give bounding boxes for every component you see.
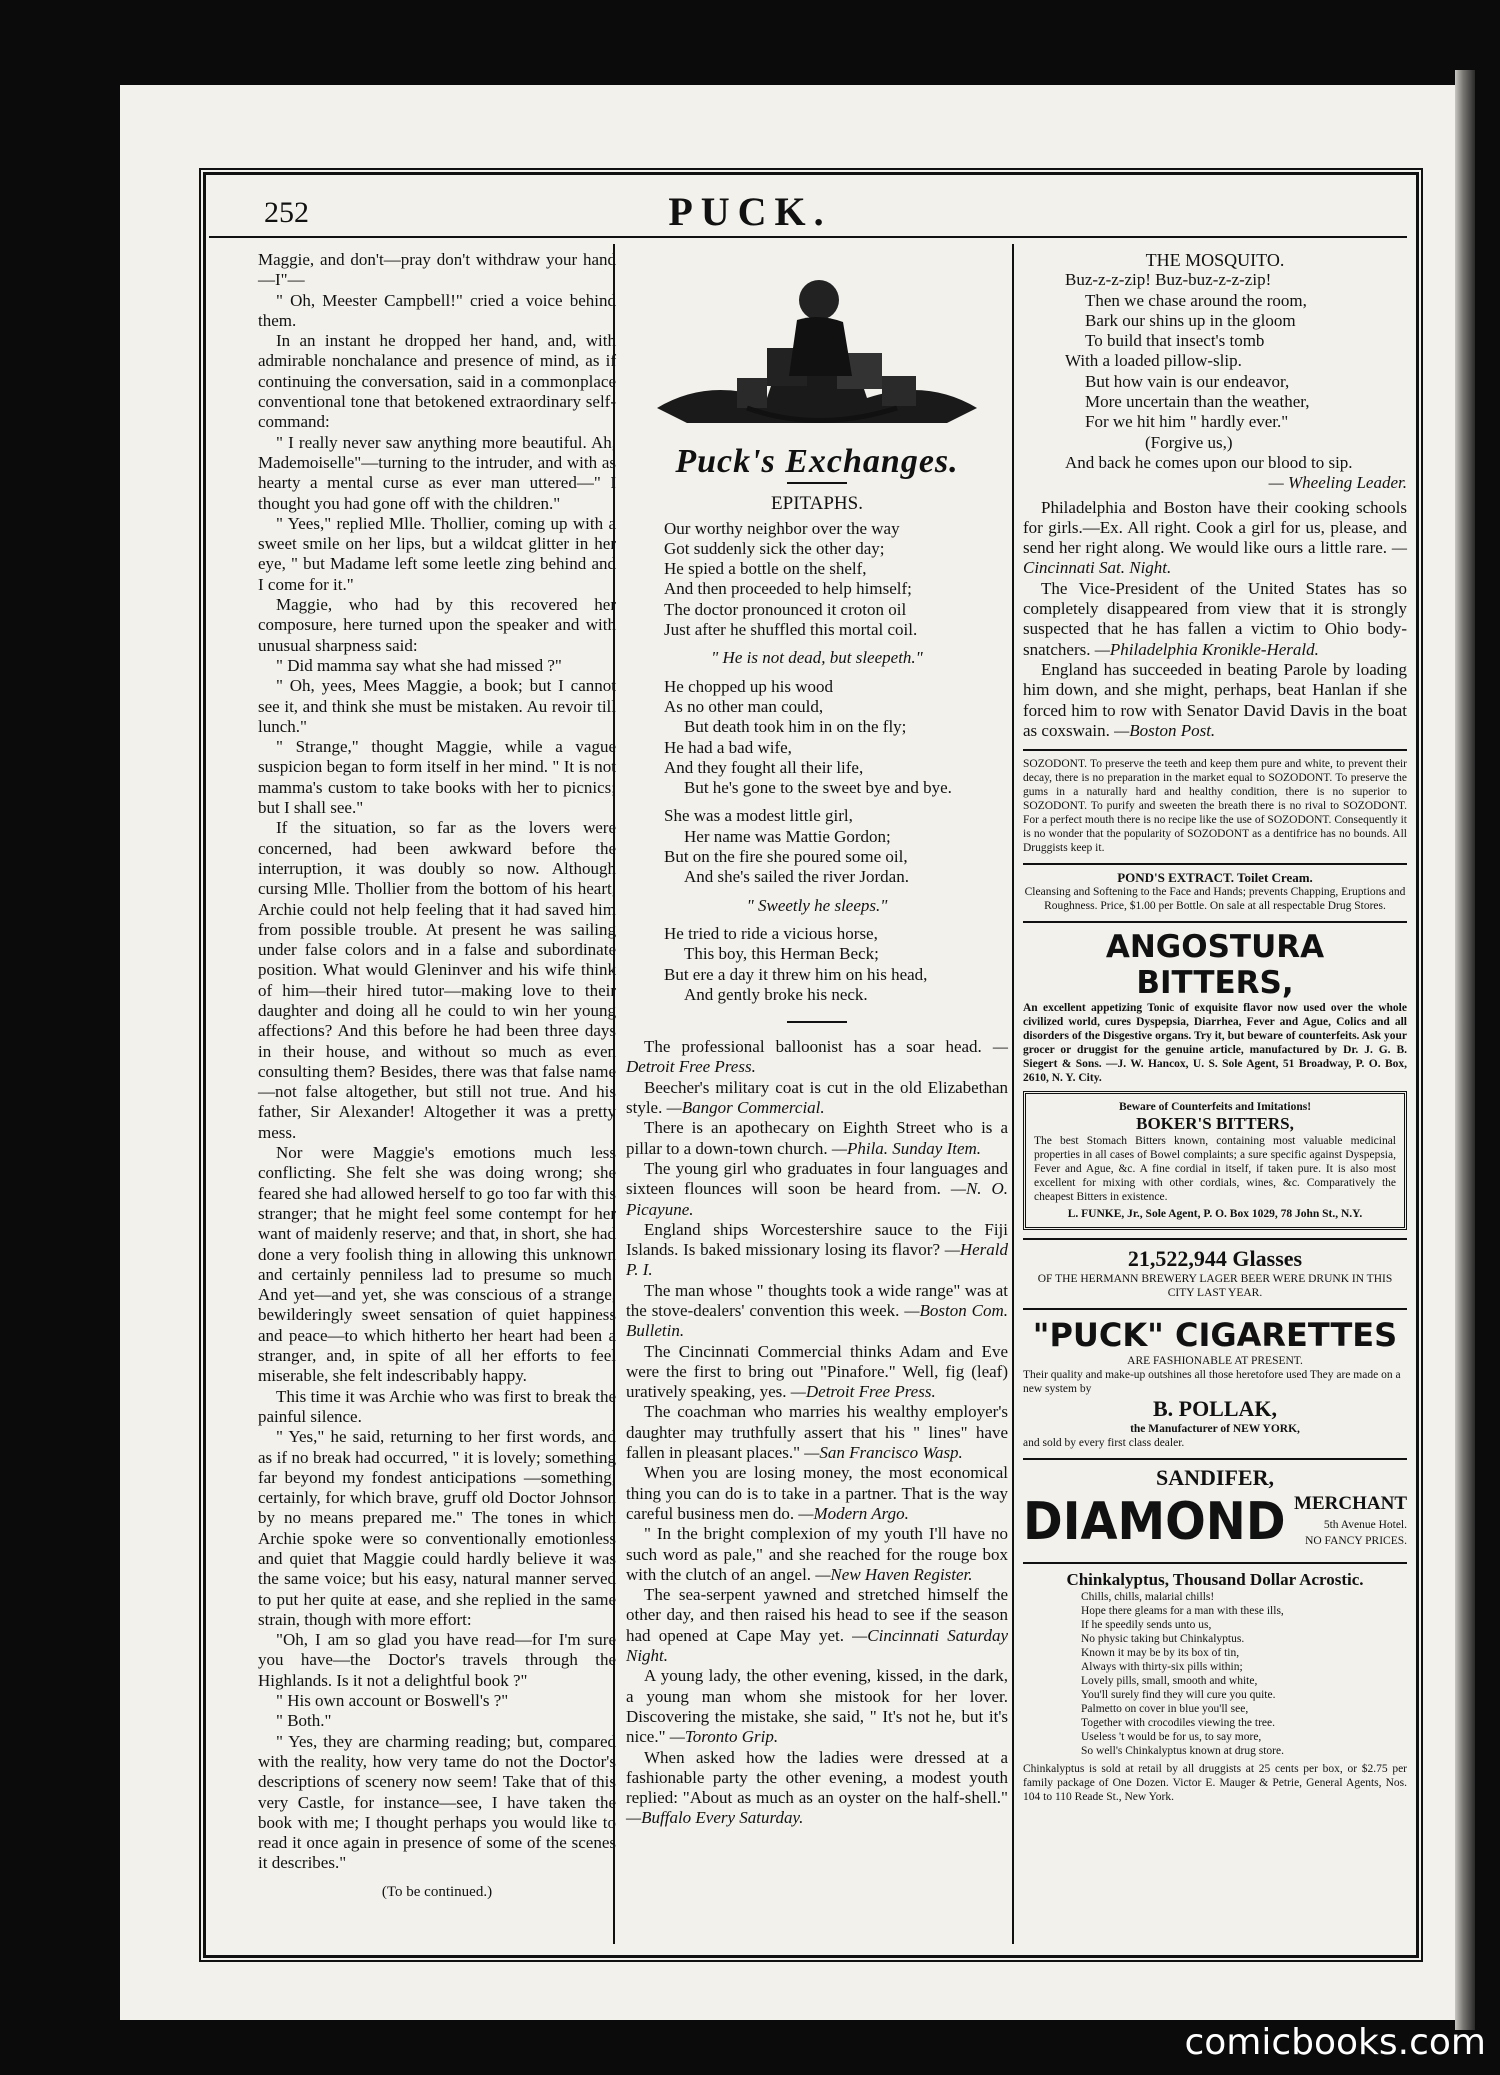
item-text: The sea-serpent yawned and stretched himself the other day, and then raised his head to see if the season had opened at Cape May yet. xyxy=(626,1585,1008,1645)
page-edge xyxy=(1455,70,1475,2030)
mosquito-title: THE MOSQUITO. xyxy=(1145,250,1285,270)
poem-line: But on the fire she poured some oil, xyxy=(664,847,908,867)
acrostic-poem xyxy=(1081,1590,1407,1758)
item-source: —N. O. Picayune. xyxy=(626,1179,1008,1219)
ad-text: OF THE HERMANN BREWERY LAGER BEER WERE DRUNK IN THIS CITY LAST YEAR. xyxy=(1037,1273,1393,1300)
story-paragraph: " Strange," thought Maggie, while a vague suspicion began to form itself in her mind. " It is not mamma's custom to take books with her to picnics; but I shall see." xyxy=(258,737,616,818)
ad-text: An excellent appetizing Tonic of exquisite flavor now used over the whole civilized world, cures Dyspepsia, Diarrhea, Fever and Ague, Colics and all disorders of the Disgestive organs. Try it, but beware of counterfeits. Ask your grocer or druggist for the genuine article, manufactured by Dr. J. G. B. Siegert & Sons. —J. W. Hancox, U. S. Sole Agent, 51 Broadway, P. O. Box, 2610, N. Y. City. xyxy=(1023,1002,1407,1085)
diamond-word: DIAMOND xyxy=(1023,1492,1286,1553)
exchanges-vignette-illustration xyxy=(647,258,987,448)
item-text: A young lady, the other evening, kissed, in the dark, a young man whom she mistook for her lover. Discovering the mistake, she said, " It's not he, but it's nice." xyxy=(626,1666,1008,1747)
hotel-address: 5th Avenue Hotel. xyxy=(1323,1519,1407,1532)
item-source: —New Haven Register. xyxy=(815,1564,973,1584)
poem-line: And they fought all their life, xyxy=(664,757,864,777)
mosquito-poem xyxy=(1065,270,1407,473)
poem-line: Bark our shins up in the gloom xyxy=(1085,310,1296,330)
story-paragraph: " Yees," replied Mlle. Thollier, coming up with a sweet smile on her lips, but a wildcat glitter in her eye, " but Madame left some leetle zing behind and I come for it." xyxy=(258,513,616,594)
poem-line: And back he comes upon our blood to sip. xyxy=(1065,452,1353,472)
item-text: There is an apothecary on Eighth Street who is a pillar to a down-town church. xyxy=(626,1118,1008,1158)
poem-line: So well's Chinkalyptus known at drug store. xyxy=(1081,1745,1284,1758)
story-paragraph: " Oh, yees, Mees Maggie, a book; but I cannot see it, and think she must be mistaken. Au revoir till lunch." xyxy=(258,676,616,736)
poem-line: He spied a bottle on the shelf, xyxy=(664,559,867,579)
item-source: —Buffalo Every Saturday. xyxy=(626,1808,804,1828)
poem-line: And she's sailed the river Jordan. xyxy=(684,867,909,887)
poem-line: Palmetto on cover in blue you'll see, xyxy=(1081,1703,1249,1716)
ad-text: The best Stomach Bitters known, containing most valuable medicinal properties in all cases of Bowel complaints; a sure specific against Dyspepsia, Fever and Ague, &c. A fine cordial in itself, if taken pure. It is also most excellent for mixing with other cordials, wines, &c. Comparatively the cheapest Bitters in existence. xyxy=(1034,1135,1396,1204)
poem-line: More uncertain than the weather, xyxy=(1085,392,1310,412)
item-source: —Phila. Sunday Item. xyxy=(831,1138,982,1158)
poem-line: But how vain is our endeavor, xyxy=(1085,371,1290,391)
poem-line: Lovely pills, small, smooth and white, xyxy=(1081,1675,1258,1688)
exchange-item xyxy=(626,1524,1008,1585)
sozodont-ad xyxy=(1023,749,1407,855)
ad-title: "PUCK" CIGARETTES xyxy=(1032,1316,1398,1355)
story-paragraph: Maggie, and don't—pray don't withdraw your hand—I"— xyxy=(258,250,616,290)
exchange-item xyxy=(626,1666,1008,1747)
ad-text: Their quality and make-up outshines all those heretofore used They are made on a new system by xyxy=(1023,1369,1401,1396)
exchanges-column xyxy=(626,250,1008,1829)
item-source: —Boston Post. xyxy=(1114,720,1216,740)
ad-text: and sold by every first class dealer. xyxy=(1023,1437,1185,1450)
item-text: England has succeeded in beating Parole by loading him down, and she might, perhaps, beat Hanlan if she forced him to row with Senator David Davis in the boat as coxswain. xyxy=(1023,659,1407,740)
page-number: 252 xyxy=(264,196,309,229)
item-text: The young girl who graduates in four languages and sixteen flounces will soon be heard from. xyxy=(626,1158,1008,1199)
item-text: The Vice-President of the United States has so completely disappeared from view that it is strongly suspected that he has fallen a victim to Ohio body-snatchers. xyxy=(1023,578,1407,659)
story-paragraph: " His own account or Boswell's ?" xyxy=(276,1691,509,1711)
epitaph-motto: " Sweetly he sleeps." xyxy=(746,895,888,915)
poem-line: The doctor pronounced it croton oil xyxy=(664,599,907,619)
chinkalyptus-ad xyxy=(1023,1562,1407,1804)
poem-line: You'll surely find they will cure you quite. xyxy=(1081,1689,1276,1702)
exchanges-title: Puck's Exchanges. xyxy=(675,443,959,480)
story-paragraph: "Oh, I am so glad you have read—for I'm sure you have—the Doctor's travels through the Highlands. Is it not a delightful book ?" xyxy=(258,1630,616,1690)
no-fancy-prices: NO FANCY PRICES. xyxy=(1305,1535,1407,1548)
ad-warning: Beware of Counterfeits and Imitations! xyxy=(1118,1101,1312,1114)
ad-title: Chinkalyptus, Thousand Dollar Acrostic. xyxy=(1066,1570,1364,1590)
exchange-item xyxy=(626,1159,1008,1220)
ad-title: SANDIFER, xyxy=(1156,1465,1274,1491)
poem-line: This boy, this Herman Beck; xyxy=(684,944,879,964)
puck-cigarettes-ad xyxy=(1023,1308,1407,1450)
ad-agent: L. FUNKE, Jr., Sole Agent, P. O. Box 1029, 78 John St., N.Y. xyxy=(1067,1208,1363,1221)
poem-line: But death took him in on the fly; xyxy=(684,717,907,737)
poem-line: She was a modest little girl, xyxy=(664,806,853,826)
item-source: —Cincinnati Saturday Night. xyxy=(626,1625,1009,1666)
ad-title: ANGOSTURA BITTERS, xyxy=(1105,929,1325,1002)
angostura-ad xyxy=(1023,921,1407,1085)
bokers-ad xyxy=(1023,1091,1407,1230)
poem-line: Then we chase around the room, xyxy=(1085,290,1307,310)
epitaph-poem xyxy=(664,519,1008,641)
poem-line: Chills, chills, malarial chills! xyxy=(1081,1591,1215,1604)
item-source: —San Francisco Wasp. xyxy=(804,1443,963,1463)
exchange-item xyxy=(626,1078,1008,1119)
exchange-item xyxy=(626,1118,1008,1159)
poem-line: No physic taking but Chinkalyptus. xyxy=(1081,1633,1245,1646)
poem-line: But ere a day it threw him on his head, xyxy=(664,964,928,984)
item-source: —Bangor Commercial. xyxy=(666,1098,825,1118)
poem-line: Just after he shuffled this mortal coil. xyxy=(664,620,918,640)
exchange-item xyxy=(1023,660,1407,741)
item-source: —Modern Argo. xyxy=(798,1503,909,1523)
item-text: England ships Worcestershire sauce to the Fiji Islands. Is baked missionary losing its flavor? xyxy=(626,1219,1008,1260)
ad-footer: Chinkalyptus is sold at retail by all druggists at 25 cents per box, or $2.75 per family package of One Dozen. Victor E. Mauger & Petrie, General Agents, Nos. 104 to 110 Reade St., New York. xyxy=(1023,1763,1407,1804)
watermark-logo: comicbooks.com xyxy=(1184,2022,1486,2063)
poem-line: Useless 't would be for us, to say more, xyxy=(1081,1731,1262,1744)
header-rule xyxy=(209,236,1407,238)
ad-text: SOZODONT. To preserve the teeth and keep them pure and white, to prevent their decay, there is no preparation in the market equal to SOZODONT. To preserve the gums in a naturally hard and healthy condition, there is no superior to SOZODONT. To purify and sweeten the breath there is no rival to SOZODONT. For a perfect mouth there is no recipe like the use of SOZODONT. Consequently it is no wonder that the popularity of SOZODONT as a dentifrice has no bounds. All Druggists keep it. xyxy=(1023,758,1407,855)
story-paragraph: Maggie, who had by this recovered her composure, here turned upon the speaker and with unusual sharpness said: xyxy=(258,595,616,655)
mosquito-source: — Wheeling Leader. xyxy=(1268,473,1407,493)
item-source: —Boston Com. Bulletin. xyxy=(626,1300,1009,1341)
epitaph-motto: " He is not dead, but sleepeth." xyxy=(711,648,923,668)
exchange-item xyxy=(1023,579,1407,660)
ad-subtitle: ARE FASHIONABLE AT PRESENT. xyxy=(1127,1355,1303,1368)
ads-column xyxy=(1023,250,1407,1804)
story-paragraph: Nor were Maggie's emotions much less conflicting. She felt she was doing wrong; she feared she had allowed herself to go too far with this stranger; that he might feel some contempt for her want of maidenly reserve; and that, in short, she had done a very foolish thing in allowing this unknown and certainly penniless lad to presume so much. And yet—and yet, she was conscious of a strange, bewilderingly sweet sensation of quiet happiness and peace—to which hitherto her heart had been a stranger, and, in spite of all her efforts to feel miserable, she felt indescribably happy. xyxy=(258,1143,616,1386)
ad-title: POND'S EXTRACT. Toilet Cream. xyxy=(1117,870,1313,886)
item-source: —Cincinnati Sat. Night. xyxy=(1023,538,1408,578)
ad-text: Cleansing and Softening to the Face and Hands; prevents Chapping, Eruptions and Roughness. Price, $1.00 per Bottle. On sale at all respectable Drug Stores. xyxy=(1024,886,1406,913)
poem-line: Got suddenly sick the other day; xyxy=(664,538,885,558)
item-source: —Herald P. I. xyxy=(626,1240,1009,1280)
item-text: The Cincinnati Commercial thinks Adam and Eve were the first to bring out "Pinafore." Well, fig (leaf) uratively speaking, yes. xyxy=(626,1341,1008,1402)
poem-line: (Forgive us,) xyxy=(1145,432,1233,452)
ponds-ad xyxy=(1023,863,1407,913)
story-paragraph: " Both." xyxy=(276,1711,332,1731)
serial-story-column xyxy=(258,250,616,1902)
poem-line: Together with crocodiles viewing the tree. xyxy=(1081,1717,1275,1730)
poem-line: Hope there gleams for a man with these ills, xyxy=(1081,1605,1284,1618)
poem-line: With a loaded pillow-slip. xyxy=(1065,351,1242,371)
item-source: —Detroit Free Press. xyxy=(790,1382,936,1402)
story-paragraph: " Did mamma say what she had missed ?" xyxy=(276,655,562,675)
story-paragraph: " I really never saw anything more beautiful. Ah, Mademoiselle"—turning to the intruder, and with as hearty a mental curse as ever man uttered—" I thought you had gone off with the children." xyxy=(258,432,616,513)
item-source: —Toronto Grip. xyxy=(669,1727,779,1747)
poem-line: Buz-z-z-zip! Buz-buz-z-z-zip! xyxy=(1065,270,1272,290)
story-paragraph: " Yes, they are charming reading; but, compared with the reality, how very tame do not the Doctor's descriptions of scenery now seem! Take that of this very Castle, for instance—see, I have taken the book with me; I thought perhaps you would like to read it once again in presence of some of the scenes it describes." xyxy=(258,1731,616,1873)
hermann-brewery-ad xyxy=(1023,1238,1407,1300)
to-be-continued: (To be continued.) xyxy=(381,1883,493,1900)
item-text: The coachman who marries his wealthy employer's daughter may truthfully assert that his " lines" have fallen in pleasant places." xyxy=(626,1402,1008,1463)
story-paragraph: In an instant he dropped her hand, and, with admirable nonchalance and presence of mind, as if continuing the conversation, said in a commonplace conventional tone that betokened extraordinary self-command: xyxy=(258,331,616,432)
poem-line: As no other man could, xyxy=(664,696,824,716)
poem-line: He had a bad wife, xyxy=(664,737,792,757)
poem-line: But he's gone to the sweet bye and bye. xyxy=(684,778,952,798)
masthead: PUCK. xyxy=(668,189,832,234)
exchange-item xyxy=(626,1585,1008,1666)
story-paragraph: If the situation, so far as the lovers were concerned, had been awkward before the interruption, it was doubly so now. Although cursing Mlle. Thollier from the bottom of his heart, Archie could not help feeling that it had saved him from possible trouble. At present he was sailing under false colors and in a false and subordinate position. What would Gleninver and his wife think of him—their hired tutor—making love to their daughter and doing all he could to win her young affections? And this before he had been three days in their house, and without so much as even consulting them? Besides, there was that false name—not false altogether, but still not true. And his father, Sir Alexander! Altogether it was a pretty mess. xyxy=(258,818,616,1142)
item-text: When asked how the ladies were dressed at a fashionable party the other evening, a modest youth replied: "About as much as an oyster on the half-shell." xyxy=(626,1747,1008,1808)
exchange-item xyxy=(626,1281,1008,1342)
column-rule xyxy=(1012,244,1014,1944)
story-paragraph: " Yes," he said, returning to her first words, and as if no break had occurred, " it is lovely; something far beyond my fondest anticipations —something, certainly, for which brave, gruff old Doctor Johnson by no means prepared me." The tones in which Archie spoke were so conventionally emotionless and quiet that Maggie could hardly believe it was the same voice; but his easy, natural manner served to put her quite at ease, and she replied in the same strain, though with more effort: xyxy=(258,1427,616,1629)
poem-line: He chopped up his wood xyxy=(664,676,834,696)
exchange-item xyxy=(626,1220,1008,1281)
exchange-item xyxy=(626,1342,1008,1403)
epitaph-poem xyxy=(664,806,1008,887)
divider xyxy=(787,1021,847,1023)
poem-line: And then proceeded to help himself; xyxy=(664,579,912,599)
item-text: " In the bright complexion of my youth I'll have no such word as pale," and she reached for the rouge box with the clutch of an angel. xyxy=(626,1524,1008,1584)
epitaphs-title: EPITAPHS. xyxy=(771,493,863,515)
item-text: Beecher's military coat is cut in the old Elizabethan style. xyxy=(626,1077,1008,1118)
exchange-item xyxy=(1023,498,1407,579)
story-paragraph: This time it was Archie who was first to break the painful silence. xyxy=(258,1386,616,1426)
story-paragraph: " Oh, Meester Campbell!" cried a voice behind them. xyxy=(258,290,616,330)
poem-line: To build that insect's tomb xyxy=(1085,331,1265,351)
item-text: When you are losing money, the most economical thing you can do is to take in a partner. That is the way careful business men do. xyxy=(626,1463,1008,1523)
poem-line: Our worthy neighbor over the way xyxy=(664,518,900,538)
epitaph-poem xyxy=(664,677,1008,799)
poem-line: If he speedily sends unto us, xyxy=(1081,1619,1212,1632)
poem-line: Known it may be by its box of tin, xyxy=(1081,1647,1240,1660)
epitaph-poem xyxy=(664,924,1008,1005)
exchange-item xyxy=(626,1402,1008,1463)
poem-line: He tried to ride a vicious horse, xyxy=(664,923,878,943)
merchant-word: MERCHANT xyxy=(1294,1493,1407,1515)
sandifer-diamond-ad xyxy=(1023,1458,1407,1554)
item-text: The professional balloonist has a soar head. xyxy=(644,1037,982,1057)
ad-maker-sub: the Manufacturer of NEW YORK, xyxy=(1130,1423,1300,1436)
ad-title: 21,522,944 Glasses xyxy=(1127,1246,1303,1272)
divider xyxy=(787,482,847,484)
exchange-item xyxy=(626,1748,1008,1829)
item-source: —Philadelphia Kronikle-Herald. xyxy=(1094,639,1319,659)
poem-line: And gently broke his neck. xyxy=(684,984,868,1004)
item-source: —Detroit Free Press. xyxy=(626,1037,1008,1077)
ad-title: BOKER'S BITTERS, xyxy=(1136,1114,1294,1134)
item-text: The man whose " thoughts took a wide range" was at the stove-dealers' convention this week. xyxy=(626,1280,1008,1320)
exchange-item xyxy=(626,1037,1008,1078)
poem-line: Her name was Mattie Gordon; xyxy=(684,826,891,846)
ad-maker: B. POLLAK, xyxy=(1152,1396,1278,1422)
exchange-item xyxy=(626,1463,1008,1524)
poem-line: Always with thirty-six pills within; xyxy=(1081,1661,1243,1674)
poem-line: For we hit him " hardly ever." xyxy=(1085,412,1289,432)
item-text: Philadelphia and Boston have their cooking schools for girls.—Ex. All right. Cook a girl for us, please, and send her right along. We would like ours a little rare. xyxy=(1023,497,1407,558)
